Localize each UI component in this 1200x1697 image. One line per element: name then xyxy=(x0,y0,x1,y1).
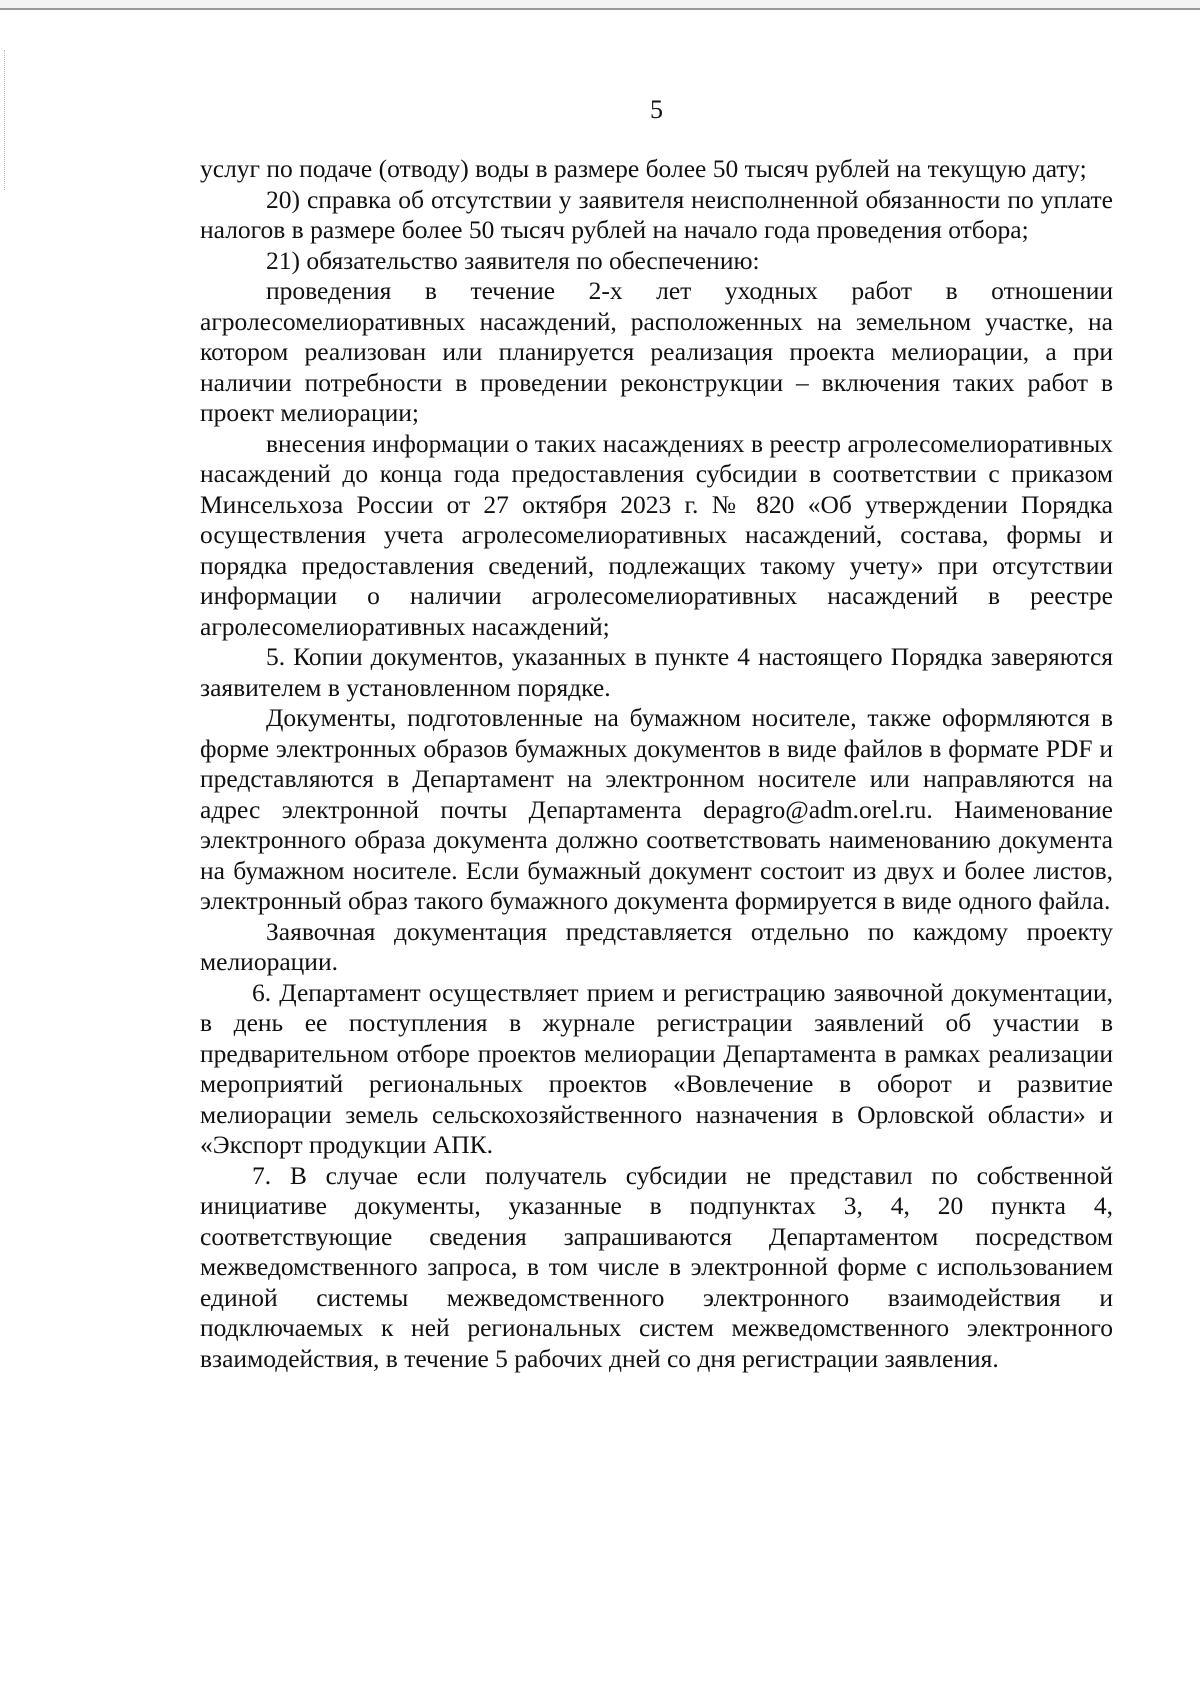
page-number: 5 xyxy=(650,95,663,124)
paragraph-item-21-registry: внесения информации о таких насаждениях в реестр агролесомелиоративных насаждений до конца года предоставления субсидии в соответствии с приказом Минсельхоза России от 27 октября 2023 г. № 820 «Об утверждении Порядка осуществления учета агролесомелиоративных насаждений, состава, формы и порядка предоставления сведений, подлежащих такому учету» при отсутствии информации о наличии агролесомелиоративных насаждений в реестре агролесомелиоративных насаждений; xyxy=(200,428,1113,641)
document-page xyxy=(200,94,1113,1374)
scan-top-edge xyxy=(0,0,1200,10)
paragraph-section-6: 6. Департамент осуществляет прием и регистрацию заявочной документации, в день ее поступления в журнале регистрации заявлений об участии в предварительном отборе проектов мелиорации Департамента в рамках реализации мероприятий региональных проектов «Вовлечение в оборот и развитие мелиорации земель сельскохозяйственного назначения в Орловской области» и «Экспорт продукции АПК. xyxy=(200,977,1113,1159)
paragraph-section-5: 5. Копии документов, указанных в пункте 4 настоящего Порядка заверяются заявителем в установленном порядке. xyxy=(200,642,1113,702)
paragraph-continuation: услуг по подаче (отводу) воды в размере более 50 тысяч рублей на текущую дату; xyxy=(200,154,1087,183)
paragraph-item-20: 20) справка об отсутствии у заявителя неисполненной обязанности по уплате налогов в размере более 50 тысяч рублей на начало года проведения отбора; xyxy=(200,184,1113,244)
scan-left-edge-marks xyxy=(4,50,8,190)
paragraph-item-21-care-works: проведения в течение 2-х лет уходных работ в отношении агролесомелиоративных насаждений, расположенных на земельном участке, на котором реализован или планируется реализация проекта мелиорации, а при наличии потребности в проведении реконструкции – включения таких работ в проект мелиорации; xyxy=(200,276,1113,427)
paragraph-documents-electronic: Документы, подготовленные на бумажном носителе, также оформляются в форме электронных образов бумажных документов в виде файлов в формате PDF и представляются в Департамент на электронном носителе или направляются на адрес электронной почты Департамента depagro@adm.orel.ru. Наименование электронного образа документа должно соответствовать наименованию документа на бумажном носителе. Если бумажный документ состоит из двух и более листов, электронный образ такого бумажного документа формируется в виде одного файла. xyxy=(200,703,1113,915)
paragraph-section-7: 7. В случае если получатель субсидии не представил по собственной инициативе документы, указанные в подпунктах 3, 4, 20 пункта 4, соответствующие сведения запрашиваются Департаментом посредством межведомственного запроса, в том числе в электронной форме с использованием единой системы межведомственного электронного взаимодействия и подключаемых к ней региональных систем межведомственного электронного взаимодействия, в течение 5 рабочих дней со дня регистрации заявления. xyxy=(200,1160,1113,1373)
paragraph-application-per-project: Заявочная документация представляется отдельно по каждому проекту мелиорации. xyxy=(200,916,1113,976)
paragraph-item-21: 21) обязательство заявителя по обеспечению: xyxy=(266,245,760,275)
